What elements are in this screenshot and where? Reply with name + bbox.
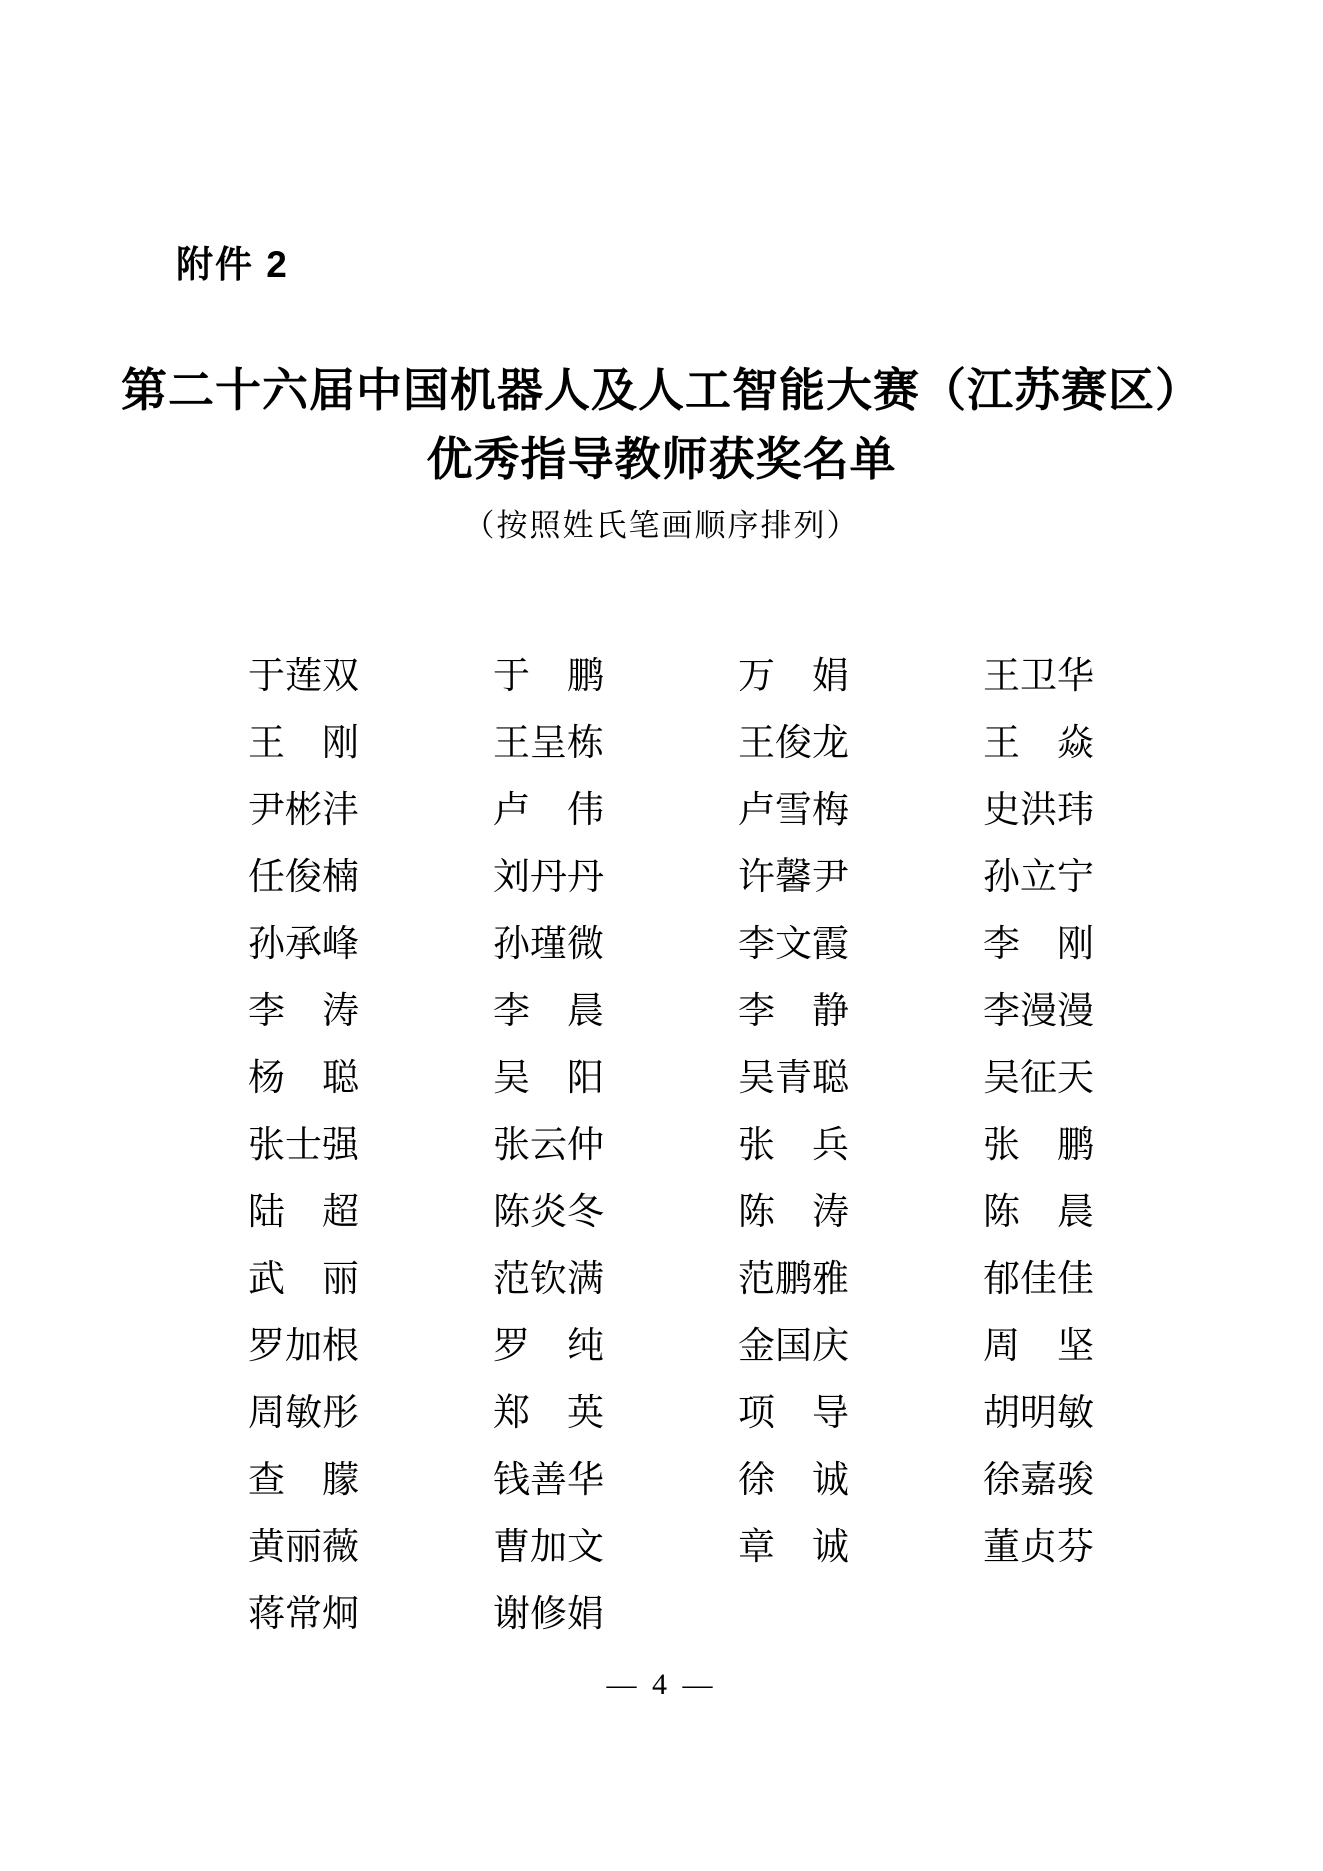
awardee-name: 吴征天 xyxy=(983,1057,1094,1099)
awardee-name: 董贞芬 xyxy=(983,1526,1094,1568)
document-title-line-1: 第二十六届中国机器人及人工智能大赛（江苏赛区） xyxy=(121,365,1202,416)
awardee-name: 陆 超 xyxy=(248,1191,359,1233)
awardee-name: 许馨尹 xyxy=(738,856,849,898)
awardee-name: 李 晨 xyxy=(493,990,604,1032)
awardee-name: 项 导 xyxy=(738,1392,849,1434)
awardee-name: 李 涛 xyxy=(248,990,359,1032)
awardee-name: 武 丽 xyxy=(248,1258,359,1300)
awardee-name: 曹加文 xyxy=(493,1526,604,1568)
awardee-name: 王呈栋 xyxy=(493,722,604,764)
awardee-name: 钱善华 xyxy=(493,1459,604,1501)
awardee-name: 万 娟 xyxy=(738,655,849,697)
awardee-name: 吴青聪 xyxy=(738,1057,849,1099)
awardee-name: 孙立宁 xyxy=(983,856,1094,898)
document-title-line-2: 优秀指导教师获奖名单 xyxy=(426,434,897,485)
awardee-name: 史洪玮 xyxy=(983,789,1094,831)
awardee-name: 范钦满 xyxy=(493,1258,604,1300)
awardee-name: 李漫漫 xyxy=(983,990,1094,1032)
awardee-name: 陈炎冬 xyxy=(493,1191,604,1233)
awardee-name: 章 诚 xyxy=(738,1526,849,1568)
awardee-name: 张云仲 xyxy=(493,1124,604,1166)
awardee-name: 杨 聪 xyxy=(248,1057,359,1099)
awardee-name: 郑 英 xyxy=(493,1392,604,1434)
awardee-name: 周敏彤 xyxy=(248,1392,359,1434)
awardee-name: 刘丹丹 xyxy=(493,856,604,898)
document-title xyxy=(0,356,1323,494)
awardee-name: 周 坚 xyxy=(983,1325,1094,1367)
awardee-name: 王 刚 xyxy=(248,722,359,764)
awardee-name: 卢雪梅 xyxy=(738,789,849,831)
awardee-name: 黄丽薇 xyxy=(248,1526,359,1568)
awardee-name: 王俊龙 xyxy=(738,722,849,764)
awardee-name: 于 鹏 xyxy=(493,655,604,697)
awardee-name: 罗加根 xyxy=(248,1325,359,1367)
awardee-name-grid xyxy=(248,638,1228,1643)
awardee-name: 王 焱 xyxy=(983,722,1094,764)
awardee-name: 查 朦 xyxy=(248,1459,359,1501)
awardee-name: 孙承峰 xyxy=(248,923,359,965)
awardee-name: 王卫华 xyxy=(983,655,1094,697)
awardee-name: 卢 伟 xyxy=(493,789,604,831)
awardee-name: 徐嘉骏 xyxy=(983,1459,1094,1501)
awardee-name: 李 刚 xyxy=(983,923,1094,965)
awardee-name: 尹彬沣 xyxy=(248,789,359,831)
awardee-name: 罗 纯 xyxy=(493,1325,604,1367)
awardee-name: 胡明敏 xyxy=(983,1392,1094,1434)
awardee-name: 孙瑾微 xyxy=(493,923,604,965)
sort-order-note: （按照姓氏笔画顺序排列） xyxy=(463,508,860,543)
awardee-name: 张 鹏 xyxy=(983,1124,1094,1166)
awardee-name: 吴 阳 xyxy=(493,1057,604,1099)
awardee-name: 范鹏雅 xyxy=(738,1258,849,1300)
page-number: — 4 — xyxy=(606,1668,717,1701)
awardee-name: 李 静 xyxy=(738,990,849,1032)
awardee-name: 金国庆 xyxy=(738,1325,849,1367)
attachment-label: 附件 2 xyxy=(176,244,289,285)
awardee-name: 郁佳佳 xyxy=(983,1258,1094,1300)
awardee-name: 于莲双 xyxy=(248,655,359,697)
awardee-name: 谢修娟 xyxy=(493,1593,604,1635)
awardee-name: 李文霞 xyxy=(738,923,849,965)
awardee-name: 陈 晨 xyxy=(983,1191,1094,1233)
awardee-name: 陈 涛 xyxy=(738,1191,849,1233)
awardee-name: 徐 诚 xyxy=(738,1459,849,1501)
awardee-name: 张 兵 xyxy=(738,1124,849,1166)
awardee-name: 任俊楠 xyxy=(248,856,359,898)
awardee-name: 张士强 xyxy=(248,1124,359,1166)
awardee-name: 蒋常炯 xyxy=(248,1593,359,1635)
